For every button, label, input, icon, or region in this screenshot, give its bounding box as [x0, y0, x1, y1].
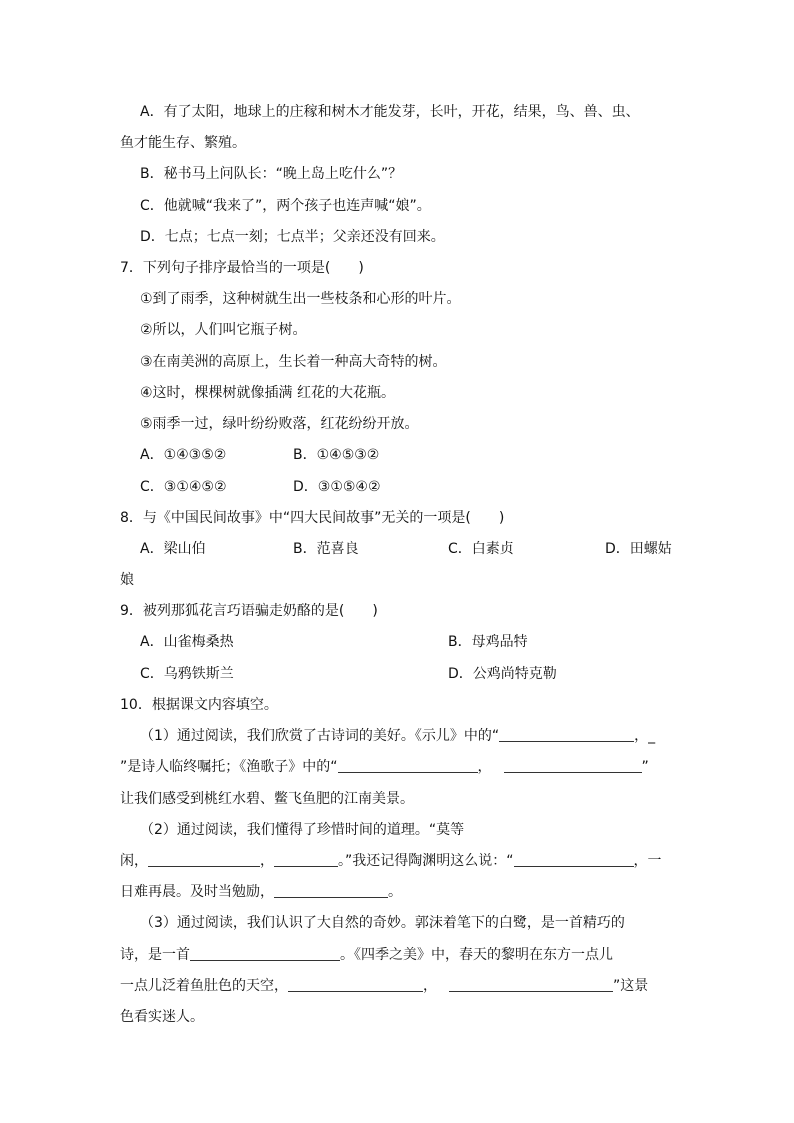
q9-option-c: C．乌鸦铁斯兰	[140, 666, 234, 682]
q7-option-a: A．①④③⑤②	[140, 447, 227, 463]
q6-option-d: D．七点；七点一刻；七点半；父亲还没有回来。	[140, 229, 445, 245]
q7-stem: 7．下列句子排序最恰当的一项是( )	[120, 260, 364, 276]
q10-part1-text-c: ”是诗人临终嘱托；《渔歌子》中的“	[120, 759, 338, 775]
q10-part1-line1	[140, 727, 655, 745]
fill-blank[interactable]	[338, 758, 478, 773]
q8-option-d: D．田螺姑	[605, 541, 672, 557]
fill-blank[interactable]	[449, 977, 613, 992]
q10-part3-line4: 色看实迷人。	[120, 1009, 204, 1025]
q10-part2-text-e: ，一	[633, 853, 662, 869]
q10-part2-line2	[120, 852, 662, 870]
q10-part3-text-f: ”这景	[613, 978, 649, 994]
q10-part3-text-c: 。《四季之美》中，春天的黎明在东方一点儿	[340, 947, 613, 963]
q7-option-b: B．①④⑤③②	[293, 447, 380, 463]
q6-option-b: B．秘书马上问队长：“晚上岛上吃什么”？	[140, 166, 403, 182]
q10-part3-line2	[120, 946, 613, 964]
q10-part2-text-b: 闲，	[120, 853, 148, 869]
q10-part3-text-b: 诗，是一首	[120, 947, 190, 963]
q10-part2-line3	[120, 883, 402, 901]
q8-option-b: B．范喜良	[293, 541, 359, 557]
q7-sentence-2: ②所以，人们叫它瓶子树。	[140, 322, 307, 338]
fill-blank[interactable]	[514, 852, 634, 867]
q7-option-c: C．③①④⑤②	[140, 479, 227, 495]
q8-stem: 8．与《中国民间故事》中“四大民间故事”无关的一项是( )	[120, 510, 505, 526]
q10-part2-text-f: 日难再晨。及时当勉励，	[120, 884, 274, 900]
q7-sentence-3: ③在南美洲的高原上，生长着一种高大奇特的树。	[140, 354, 447, 370]
q9-option-b: B．母鸡品特	[448, 634, 528, 650]
q10-part1-text-a: （1）通过阅读，我们欣赏了古诗词的美好。《示儿》中的“	[140, 728, 500, 744]
q10-part2-text-g: 。	[388, 884, 402, 900]
q10-stem: 10．根据课文内容填空。	[120, 697, 278, 713]
fill-blank[interactable]	[504, 758, 642, 773]
q10-part1-text-b: ，_	[634, 728, 656, 744]
q10-part1-text-d: ，	[477, 759, 492, 775]
q10-part3-line3	[120, 977, 648, 995]
q10-part1-text-e: ”	[641, 759, 649, 775]
q6-option-a-line1: A．有了太阳，地球上的庄稼和树木才能发芽，长叶，开花，结果，鸟、兽、虫、	[140, 104, 640, 120]
fill-blank[interactable]	[148, 852, 260, 867]
q7-option-d: D．③①⑤④②	[293, 479, 381, 495]
q10-part3-text-d: 一点儿泛着鱼肚色的天空，	[120, 978, 288, 994]
q10-part2-text-d: 。”我还记得陶渊明这么说：“	[338, 853, 514, 869]
q7-sentence-4: ④这时，棵棵树就像插满 红花的大花瓶。	[140, 385, 395, 401]
q7-sentence-1: ①到了雨季，这种树就生出一些枝条和心形的叶片。	[140, 291, 461, 307]
q10-part3-line1: （3）通过阅读，我们认识了大自然的奇妙。郭沫着笔下的白鹭，是一首精巧的	[140, 915, 625, 931]
q10-part3-text-e: ，	[423, 978, 437, 994]
fill-blank[interactable]	[274, 852, 338, 867]
q9-option-a: A．山雀梅桑热	[140, 634, 234, 650]
fill-blank[interactable]	[274, 883, 388, 898]
q10-part1-line2	[120, 758, 649, 776]
fill-blank[interactable]	[288, 977, 423, 992]
q8-option-a: A．梁山伯	[140, 541, 206, 557]
q8-option-c: C．白素贞	[448, 541, 514, 557]
q6-option-c: C．他就喊“我来了”，两个孩子也连声喊“娘”。	[140, 198, 431, 214]
q10-part2-line1: （2）通过阅读，我们懂得了珍惜时间的道理。“莫等	[140, 822, 465, 838]
fill-blank[interactable]	[190, 946, 340, 961]
q9-option-d: D．公鸡尚特克勒	[448, 666, 557, 682]
q9-stem: 9．被列那狐花言巧语骗走奶酪的是( )	[120, 603, 378, 619]
q10-part1-line3: 让我们感受到桃红水碧、鳖飞鱼肥的江南美景。	[120, 791, 414, 807]
q6-option-a-line2: 鱼才能生存、繁殖。	[120, 135, 246, 151]
q7-sentence-5: ⑤雨季一过，绿叶纷纷败落，红花纷纷开放。	[140, 416, 419, 432]
q8-option-d-wrap: 娘	[120, 572, 134, 588]
q10-part2-text-c: ，	[260, 853, 274, 869]
fill-blank[interactable]	[499, 727, 634, 742]
